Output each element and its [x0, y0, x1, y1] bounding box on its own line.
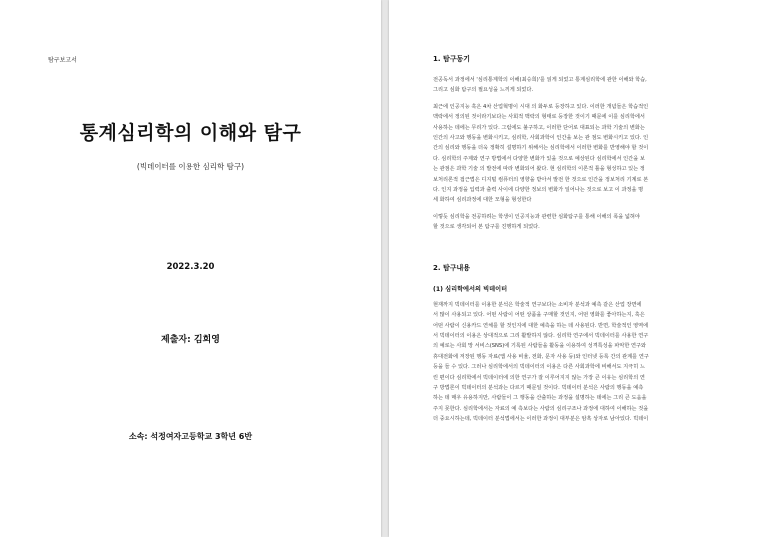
document-title: 통계심리학의 이해와 탐구	[79, 122, 302, 144]
document-subtitle: (빅데이터를 이용한 심리학 탐구)	[136, 162, 245, 171]
cover-page	[0, 0, 381, 537]
content-page	[389, 0, 768, 537]
text-line: 할 것으로 생각되어 본 탐구를 진행하게 되었다.	[433, 224, 540, 231]
text-line: 최근에 인공지능 혹은 4차 산업혁명이 시대 의 화두로 등장하고 있다. 이러한 개념들은 학습적인	[433, 103, 649, 110]
submitter: 제출자: 김희영	[161, 335, 220, 345]
text-line: 휴대전화에 저장된 행동 자료(앱 사용 비율, 전화, 문자 사용 등)와 인터넷 등록 간의 관계를 연구	[433, 353, 649, 360]
section-heading-motivation: 1. 탐구동기	[433, 55, 471, 63]
document-type-label: 탐구보고서	[48, 57, 77, 64]
text-line: 그리고 심화 탐구의 필요성을 느끼게 되었다.	[433, 87, 534, 94]
text-line: 구 방법론이 빅데이터의 분석과는 다르기 때문일 것이다. 빅데이터 분석은 사람의 행동을 예측	[433, 384, 644, 391]
text-line: 세 화하여 심리과정에 대한 모형을 형성한다	[433, 197, 532, 204]
section-body-motivation	[433, 75, 725, 233]
text-line: 다. 심리학의 주제와 연구 방법에서 다양한 변화가 있을 것으로 예상된다 심리학에서 인간을 보	[433, 155, 645, 162]
text-line: 사용하는 데에는 무리가 있다. 그럼에도 불구하고, 이러한 단어로 대표되는 과학 기술의 변화는	[433, 124, 645, 131]
text-line: 맥락에서 정의된 것이라기보다는 사회적 맥락의 형태로 등장한 것이기 때문에 이를 심리학에서	[433, 114, 645, 121]
affiliation: 소속: 석정여자고등학교 3학년 6반	[128, 432, 253, 441]
text-line: 주지 못한다. 심리학에서는 자료의 예 측보다는 사람의 심리구조나 과정에 대하여 이해하는 것을	[433, 405, 649, 412]
paragraph	[433, 75, 725, 96]
text-line: 현재까지 빅데이터를 이용한 분석은 학술적 연구보다는 소비자 분석과 예측 같은 산업 장면에	[433, 301, 642, 308]
text-line: 보처리론적 접근법은 디지털 컴퓨터의 영향을 받아서 발전 한 것으로 인간을 정보처리 기계로 본	[433, 176, 649, 183]
text-line: 등을 들 수 있다. 그러나 심리학에서의 빅데이터의 이용은 다른 사회과학에 비해서도 지극히 느	[433, 364, 645, 371]
text-line: 린 편이다 심리학에서 빅데이터에 의한 연구가 잘 이루어지지 않는 가장 큰 이유는 심리학의 연	[433, 374, 645, 381]
text-line: 인간의 사고와 행동을 변화시키고, 심리학, 사회과학이 인간을 보는 관 점도 변화시키고 있다. 인	[433, 135, 649, 142]
paragraph	[433, 212, 725, 233]
paragraph	[433, 300, 725, 425]
text-line: 하는 데 매우 유용하지만, 사람들이 그 행동을 산출하는 과정을 설명하는 데에는 그리 큰 도움을	[433, 395, 647, 402]
paragraph	[433, 102, 725, 206]
text-line: 서 많이 사용되고 있다. 어떤 사람이 어떤 상품을 구매할 것인지, 어떤 영화를 좋아하는지, 혹은	[433, 312, 645, 319]
text-line: 더 중요시하는데, 빅데이터 분석법에서는 이러한 과정이 대부분은 암흑 상자로 남아있다. 빅데이	[433, 416, 649, 423]
text-line: 이렇듯 심리학을 전공하려는 학생이 인공지능과 관련한 심화탐구를 통해 이해의 폭을 넓혀야	[433, 213, 640, 220]
document-date: 2022.3.20	[166, 262, 215, 272]
text-line: 전공독서 과정에서 '심리통계학의 이해(최승희)'를 읽게 되었고 통계심리학에 관한 이해와 학습,	[433, 77, 647, 83]
text-line: 다. 인지 과정을 입력과 출력 사이에 다양한 정보의 변화가 일어나는 것으로 보고 이 과정을 명	[433, 187, 644, 194]
section-heading-content: 2. 탐구내용	[433, 263, 471, 272]
text-line: 간의 심리와 행동을 더욱 정확히 설명하기 위해서는 심리학에서 이러한 변화를 반영해야 할 것이	[433, 145, 649, 152]
text-line: 의 예로는 사회 망 서비스(SNS)에 기록된 사람들을 활동을 이용하여 성격특성을 파악한 연구와	[433, 343, 647, 350]
page-content	[433, 54, 725, 431]
subsection-heading-bigdata: (1) 심리학에서의 빅데이터	[433, 285, 508, 293]
text-line: 는 관점은 과학 기술 의 발전에 따라 변화되어 왔다. 현 심리학의 이론적 틀을 형성하고 있는 정	[433, 166, 645, 173]
section-body-bigdata	[433, 300, 725, 425]
text-line: 서 빅데이터의 이용은 상대적으로 그리 활발하지 않다. 심리학 연구에서 빅데이터를 사용한 연구	[433, 332, 649, 339]
text-line: 어떤 사람이 신용카드 연체를 할 것인지에 대한 예측을 하는 데 사용된다. 반면, 학술적인 영역에	[433, 322, 649, 329]
